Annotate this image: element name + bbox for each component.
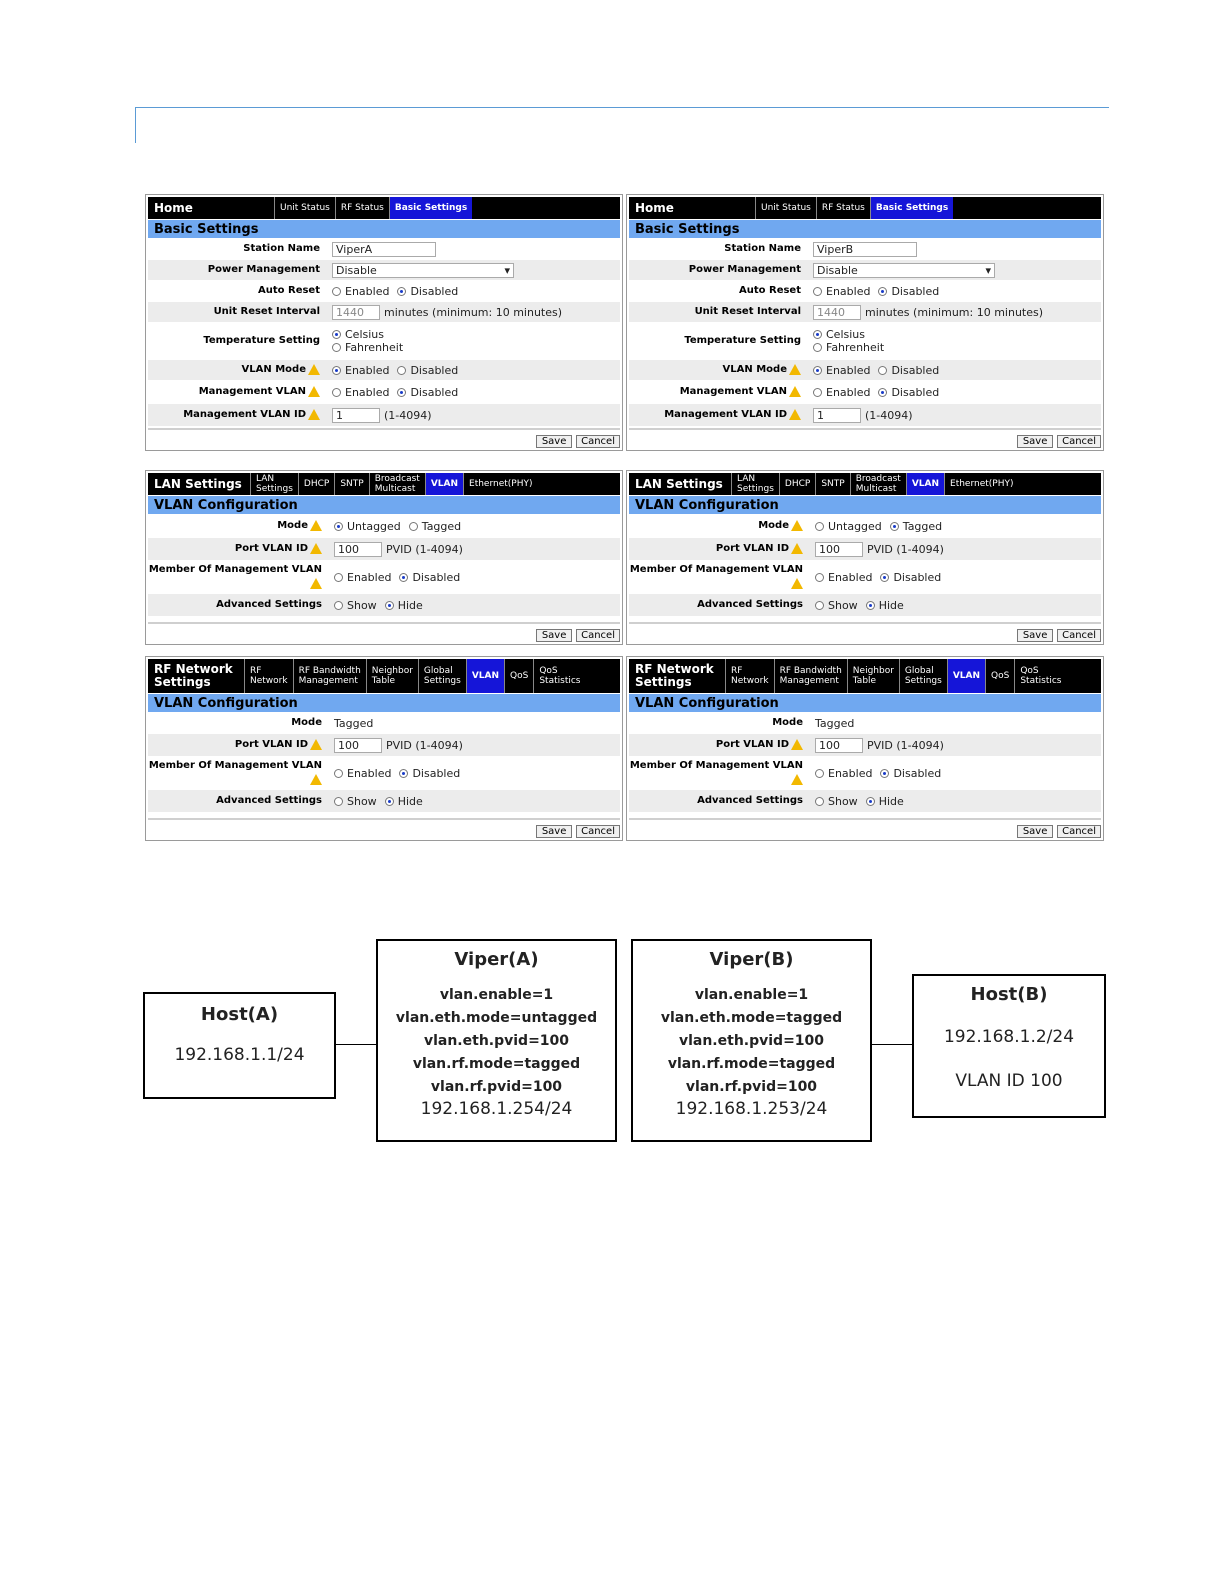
radio-icon: [813, 388, 822, 397]
nav-rf-network-settings[interactable]: RF Network Settings: [635, 662, 714, 689]
member-disabled-radio[interactable]: [880, 767, 941, 780]
tab-lan-settings[interactable]: LAN Settings: [250, 473, 298, 495]
radio-label: Hide: [878, 598, 904, 612]
basic-settings-panel-b: [626, 194, 1104, 451]
pvid-hint: PVID (1-4094): [867, 738, 944, 752]
warning-icon: [308, 386, 320, 397]
radio-label: Disabled: [891, 284, 940, 298]
tab-rf-bandwidth-management[interactable]: RF Bandwidth Management: [293, 659, 366, 693]
radio-label: Celsius: [345, 328, 384, 341]
celsius-radio[interactable]: [332, 328, 384, 341]
radio-label: Disabled: [410, 363, 459, 377]
host-a-ip: 192.168.1.1/24: [174, 1045, 305, 1065]
auto-reset-label: Auto Reset: [258, 285, 320, 296]
cancel-button[interactable]: Cancel: [1057, 825, 1101, 838]
warning-icon: [308, 364, 320, 375]
radio-label: Show: [828, 598, 858, 612]
header-tick: [135, 107, 136, 143]
tab-qos-statistics[interactable]: QoS Statistics: [533, 659, 585, 693]
celsius-radio[interactable]: [813, 328, 865, 341]
mode-label: Mode: [291, 717, 322, 728]
advanced-settings-label: Advanced Settings: [697, 795, 803, 806]
radio-label: Enabled: [345, 363, 390, 377]
radio-icon: [815, 573, 824, 582]
radio-label: Tagged: [902, 519, 943, 533]
nav-lan-settings[interactable]: LAN Settings: [635, 476, 723, 491]
lan-vlan-panel-b: [626, 470, 1104, 645]
radio-label: Show: [347, 598, 377, 612]
cancel-button[interactable]: Cancel: [576, 435, 620, 448]
radio-selected-icon: [813, 366, 822, 375]
viper-a-config-line: vlan.rf.pvid=100: [430, 1079, 563, 1095]
management-vlan-text: Management VLAN: [679, 386, 787, 397]
mode-text: Mode: [277, 520, 308, 531]
radio-selected-icon: [399, 769, 408, 778]
management-vlan-id-hint: (1-4094): [384, 408, 432, 422]
tab-unit-status[interactable]: Unit Status: [274, 197, 335, 219]
radio-icon: [409, 522, 418, 531]
radio-selected-icon: [385, 601, 394, 610]
nav-bar: [629, 659, 1101, 693]
radio-label: Fahrenheit: [826, 341, 885, 354]
unit-reset-interval-input[interactable]: 1440: [813, 305, 861, 320]
radio-label: Enabled: [826, 284, 871, 298]
radio-selected-icon: [866, 797, 875, 806]
mode-value: Tagged: [334, 716, 374, 730]
radio-icon: [332, 343, 341, 352]
radio-icon: [397, 366, 406, 375]
tab-rf-status[interactable]: RF Status: [335, 197, 389, 219]
port-vlan-id-text: Port VLAN ID: [234, 739, 308, 750]
auto-reset-label: Auto Reset: [739, 285, 801, 296]
mode-value: Tagged: [815, 716, 855, 730]
warning-icon: [791, 774, 803, 785]
tab-global-settings[interactable]: Global Settings: [899, 659, 947, 693]
fahrenheit-radio[interactable]: [813, 341, 884, 354]
management-vlan-text: Management VLAN: [198, 386, 306, 397]
station-name-input[interactable]: ViperB: [813, 242, 917, 257]
nav-bar: [148, 197, 620, 219]
member-of-management-vlan-label: [148, 563, 328, 591]
nav-home[interactable]: Home: [635, 200, 674, 215]
warning-icon: [791, 543, 803, 554]
warning-icon: [310, 520, 322, 531]
radio-selected-icon: [332, 366, 341, 375]
pvid-hint: PVID (1-4094): [386, 738, 463, 752]
viper-a-title: Viper(A): [454, 949, 539, 970]
radio-label: Enabled: [345, 284, 390, 298]
tagged-radio[interactable]: [409, 520, 461, 533]
save-button[interactable]: Save: [536, 825, 572, 838]
warning-icon: [789, 386, 801, 397]
radio-icon: [815, 769, 824, 778]
pvid-hint: PVID (1-4094): [867, 542, 944, 556]
power-management-label: Power Management: [688, 264, 801, 275]
tab-dhcp[interactable]: DHCP: [298, 473, 334, 495]
radio-label: Show: [828, 794, 858, 808]
viper-b-config-line: vlan.eth.mode=tagged: [660, 1010, 843, 1026]
radio-label: Hide: [878, 794, 904, 808]
viper-a-ip: 192.168.1.254/24: [420, 1099, 573, 1119]
advanced-settings-label: Advanced Settings: [697, 599, 803, 610]
save-button[interactable]: Save: [536, 435, 572, 448]
radio-icon: [334, 769, 343, 778]
radio-label: Disabled: [410, 284, 459, 298]
tab-ethernet-phy[interactable]: Ethernet(PHY): [944, 473, 1018, 495]
cancel-button[interactable]: Cancel: [576, 825, 620, 838]
section-title: VLAN Configuration: [148, 694, 620, 712]
radio-label: Enabled: [826, 363, 871, 377]
rf-vlan-panel-a: [145, 656, 623, 841]
management-vlan-id-input[interactable]: 1: [332, 408, 380, 423]
viper-b-config-line: vlan.rf.pvid=100: [685, 1079, 818, 1095]
port-vlan-id-input[interactable]: 100: [815, 542, 863, 557]
radio-icon: [815, 797, 824, 806]
tab-sntp[interactable]: SNTP: [334, 473, 368, 495]
save-button[interactable]: Save: [1017, 825, 1053, 838]
tab-neighbor-table[interactable]: Neighbor Table: [847, 659, 899, 693]
port-vlan-id-input[interactable]: 100: [815, 738, 863, 753]
radio-selected-icon: [813, 330, 822, 339]
radio-selected-icon: [880, 573, 889, 582]
radio-label: Untagged: [347, 519, 401, 533]
port-vlan-id-input[interactable]: 100: [334, 542, 382, 557]
radio-selected-icon: [878, 287, 887, 296]
advanced-hide-radio[interactable]: [385, 599, 423, 612]
warning-icon: [789, 409, 801, 420]
host-a-box: [143, 992, 336, 1099]
unit-reset-interval-input[interactable]: 1440: [332, 305, 380, 320]
viper-a-box: [376, 939, 617, 1142]
tab-qos[interactable]: QoS: [985, 659, 1014, 693]
power-management-select[interactable]: [813, 263, 995, 278]
nav-rf-network-settings[interactable]: RF Network Settings: [154, 662, 233, 689]
pvid-hint: PVID (1-4094): [386, 542, 463, 556]
viper-b-config-line: vlan.rf.mode=tagged: [667, 1056, 836, 1072]
radio-label: Enabled: [828, 570, 873, 584]
member-of-management-vlan-label: [629, 759, 809, 787]
port-vlan-id-text: Port VLAN ID: [715, 739, 789, 750]
unit-reset-interval-label: Unit Reset Interval: [213, 306, 320, 317]
tab-global-settings[interactable]: Global Settings: [418, 659, 466, 693]
cancel-button[interactable]: Cancel: [576, 629, 620, 642]
dropdown-arrow-icon: ▾: [985, 263, 991, 277]
warning-icon: [310, 739, 322, 750]
member-disabled-radio[interactable]: [399, 767, 460, 780]
radio-label: Disabled: [893, 570, 942, 584]
host-b-ip: 192.168.1.2/24: [943, 1027, 1075, 1047]
radio-label: Show: [347, 794, 377, 808]
cancel-button[interactable]: Cancel: [1057, 629, 1101, 642]
vlan-mode-label: [629, 363, 807, 377]
save-button[interactable]: Save: [536, 629, 572, 642]
lan-vlan-panel-a: [145, 470, 623, 645]
mode-text: Mode: [758, 520, 789, 531]
viper-b-config-line: vlan.enable=1: [694, 987, 809, 1003]
tab-rf-bandwidth-management[interactable]: RF Bandwidth Management: [774, 659, 847, 693]
tab-broadcast-multicast[interactable]: Broadcast Multicast: [369, 473, 425, 495]
management-vlan-id-label: [148, 408, 326, 422]
power-management-label: Power Management: [207, 264, 320, 275]
viper-a-config-line: vlan.rf.mode=tagged: [412, 1056, 581, 1072]
radio-label: Tagged: [421, 519, 462, 533]
management-vlan-id-text: Management VLAN ID: [664, 409, 787, 420]
nav-home[interactable]: Home: [154, 200, 193, 215]
warning-icon: [308, 409, 320, 420]
section-title: VLAN Configuration: [629, 496, 1101, 514]
radio-label: Celsius: [826, 328, 865, 341]
management-vlan-enabled-radio[interactable]: [813, 386, 870, 399]
port-vlan-id-label: [148, 542, 328, 556]
auto-reset-disabled-radio[interactable]: [397, 285, 458, 298]
radio-label: Disabled: [412, 766, 461, 780]
advanced-hide-radio[interactable]: [866, 599, 904, 612]
port-vlan-id-input[interactable]: 100: [334, 738, 382, 753]
radio-icon: [815, 522, 824, 531]
link-host-a-viper-a: [335, 1044, 377, 1045]
radio-selected-icon: [332, 330, 341, 339]
viper-a-config-line: vlan.eth.mode=untagged: [395, 1010, 598, 1026]
radio-label: Enabled: [347, 570, 392, 584]
host-b-title: Host(B): [970, 984, 1048, 1005]
management-vlan-disabled-radio[interactable]: [878, 386, 939, 399]
viper-b-config-line: vlan.eth.pvid=100: [678, 1033, 825, 1049]
reset-interval-hint: minutes (minimum: 10 minutes): [384, 305, 563, 319]
warning-icon: [310, 543, 322, 554]
tab-qos-statistics[interactable]: QoS Statistics: [1014, 659, 1066, 693]
vlan-mode-disabled-radio[interactable]: [878, 364, 939, 377]
station-name-label: Station Name: [724, 243, 801, 254]
management-vlan-id-label: [629, 408, 807, 422]
port-vlan-id-label: [629, 542, 809, 556]
tab-ethernet-phy[interactable]: Ethernet(PHY): [463, 473, 537, 495]
temperature-setting-label: Temperature Setting: [684, 335, 801, 346]
radio-icon: [334, 573, 343, 582]
radio-label: Disabled: [891, 385, 940, 399]
dropdown-arrow-icon: ▾: [504, 263, 510, 277]
management-vlan-label: [148, 385, 326, 399]
radio-icon: [332, 388, 341, 397]
tab-qos[interactable]: QoS: [504, 659, 533, 693]
port-vlan-id-label: [629, 738, 809, 752]
member-enabled-radio[interactable]: [815, 767, 872, 780]
radio-label: Hide: [397, 598, 423, 612]
port-vlan-id-label: [148, 738, 328, 752]
host-b-box: [912, 974, 1106, 1118]
radio-selected-icon: [334, 522, 343, 531]
radio-icon: [878, 366, 887, 375]
advanced-hide-radio[interactable]: [385, 795, 423, 808]
rf-vlan-panel-b: [626, 656, 1104, 841]
power-management-select[interactable]: [332, 263, 514, 278]
mode-label: Mode: [772, 717, 803, 728]
member-text: Member Of Management VLAN: [629, 564, 803, 575]
tab-rf-network[interactable]: RF Network: [725, 659, 774, 693]
member-disabled-radio[interactable]: [880, 571, 941, 584]
nav-bar: [148, 473, 620, 495]
tab-vlan[interactable]: VLAN: [947, 659, 985, 693]
header-rule: [135, 107, 1109, 108]
tab-rf-network[interactable]: RF Network: [244, 659, 293, 693]
radio-icon: [334, 797, 343, 806]
section-title: Basic Settings: [629, 220, 1101, 238]
radio-selected-icon: [890, 522, 899, 531]
member-disabled-radio[interactable]: [399, 571, 460, 584]
member-enabled-radio[interactable]: [815, 571, 872, 584]
radio-label: Enabled: [347, 766, 392, 780]
viper-b-box: [631, 939, 872, 1142]
warning-icon: [791, 520, 803, 531]
tab-vlan[interactable]: VLAN: [466, 659, 504, 693]
radio-label: Disabled: [410, 385, 459, 399]
link-viper-b-host-b: [871, 1044, 913, 1045]
auto-reset-enabled-radio[interactable]: [332, 285, 389, 298]
management-vlan-disabled-radio[interactable]: [397, 386, 458, 399]
host-a-title: Host(A): [200, 1004, 279, 1025]
tab-broadcast-multicast[interactable]: Broadcast Multicast: [850, 473, 906, 495]
tab-unit-status[interactable]: Unit Status: [755, 197, 816, 219]
vlan-mode-enabled-radio[interactable]: [813, 364, 870, 377]
viper-a-config-line: vlan.eth.pvid=100: [423, 1033, 570, 1049]
warning-icon: [310, 578, 322, 589]
member-of-management-vlan-label: [148, 759, 328, 787]
nav-bar: [629, 197, 1101, 219]
member-text: Member Of Management VLAN: [629, 760, 803, 771]
tab-dhcp[interactable]: DHCP: [779, 473, 815, 495]
member-enabled-radio[interactable]: [334, 767, 391, 780]
host-b-vlan: VLAN ID 100: [955, 1071, 1063, 1091]
section-title: Basic Settings: [148, 220, 620, 238]
tab-lan-settings[interactable]: LAN Settings: [731, 473, 779, 495]
section-title: VLAN Configuration: [148, 496, 620, 514]
station-name-label: Station Name: [243, 243, 320, 254]
radio-icon: [334, 601, 343, 610]
radio-selected-icon: [880, 769, 889, 778]
save-button[interactable]: Save: [1017, 629, 1053, 642]
tagged-radio[interactable]: [890, 520, 942, 533]
member-text: Member Of Management VLAN: [148, 760, 322, 771]
untagged-radio[interactable]: [334, 520, 401, 533]
advanced-settings-label: Advanced Settings: [216, 599, 322, 610]
radio-selected-icon: [385, 797, 394, 806]
port-vlan-id-text: Port VLAN ID: [715, 543, 789, 554]
radio-label: Hide: [397, 794, 423, 808]
management-vlan-id-text: Management VLAN ID: [183, 409, 306, 420]
radio-label: Enabled: [826, 385, 871, 399]
unit-reset-interval-label: Unit Reset Interval: [694, 306, 801, 317]
radio-selected-icon: [399, 573, 408, 582]
mode-label: [148, 519, 328, 533]
advanced-show-radio[interactable]: [815, 599, 858, 612]
tab-sntp[interactable]: SNTP: [815, 473, 849, 495]
untagged-radio[interactable]: [815, 520, 882, 533]
radio-label: Disabled: [412, 570, 461, 584]
temperature-setting-label: Temperature Setting: [203, 335, 320, 346]
tab-basic-settings[interactable]: Basic Settings: [389, 197, 472, 219]
management-vlan-enabled-radio[interactable]: [332, 386, 389, 399]
advanced-hide-radio[interactable]: [866, 795, 904, 808]
radio-label: Untagged: [828, 519, 882, 533]
radio-label: Fahrenheit: [345, 341, 404, 354]
viper-b-ip: 192.168.1.253/24: [675, 1099, 828, 1119]
section-title: VLAN Configuration: [629, 694, 1101, 712]
radio-icon: [815, 601, 824, 610]
vlan-mode-enabled-radio[interactable]: [332, 364, 389, 377]
warning-icon: [791, 578, 803, 589]
radio-label: Enabled: [345, 385, 390, 399]
viper-a-config-line: vlan.enable=1: [439, 987, 554, 1003]
auto-reset-disabled-radio[interactable]: [878, 285, 939, 298]
member-text: Member Of Management VLAN: [148, 564, 322, 575]
radio-selected-icon: [397, 388, 406, 397]
reset-interval-hint: minutes (minimum: 10 minutes): [865, 305, 1044, 319]
tab-vlan[interactable]: VLAN: [425, 473, 463, 495]
advanced-show-radio[interactable]: [334, 795, 377, 808]
vlan-mode-text: VLAN Mode: [722, 364, 787, 375]
power-management-value: Disable: [336, 263, 377, 277]
member-of-management-vlan-label: [629, 563, 809, 591]
nav-bar: [148, 659, 620, 693]
radio-icon: [332, 287, 341, 296]
tab-neighbor-table[interactable]: Neighbor Table: [366, 659, 418, 693]
advanced-show-radio[interactable]: [815, 795, 858, 808]
fahrenheit-radio[interactable]: [332, 341, 403, 354]
advanced-settings-label: Advanced Settings: [216, 795, 322, 806]
member-enabled-radio[interactable]: [334, 571, 391, 584]
mode-label: [629, 519, 809, 533]
radio-label: Disabled: [893, 766, 942, 780]
viper-b-title: Viper(B): [709, 949, 794, 970]
management-vlan-label: [629, 385, 807, 399]
power-management-value: Disable: [817, 263, 858, 277]
radio-label: Enabled: [828, 766, 873, 780]
management-vlan-id-input[interactable]: 1: [813, 408, 861, 423]
save-button[interactable]: Save: [1017, 435, 1053, 448]
radio-icon: [813, 287, 822, 296]
warning-icon: [789, 364, 801, 375]
port-vlan-id-text: Port VLAN ID: [234, 543, 308, 554]
radio-label: Disabled: [891, 363, 940, 377]
basic-settings-panel-a: [145, 194, 623, 451]
tab-rf-status[interactable]: RF Status: [816, 197, 870, 219]
management-vlan-id-hint: (1-4094): [865, 408, 913, 422]
vlan-mode-disabled-radio[interactable]: [397, 364, 458, 377]
radio-selected-icon: [878, 388, 887, 397]
auto-reset-enabled-radio[interactable]: [813, 285, 870, 298]
advanced-show-radio[interactable]: [334, 599, 377, 612]
vlan-mode-label: [148, 363, 326, 377]
radio-selected-icon: [397, 287, 406, 296]
warning-icon: [310, 774, 322, 785]
tab-basic-settings[interactable]: Basic Settings: [870, 197, 953, 219]
radio-selected-icon: [866, 601, 875, 610]
station-name-input[interactable]: ViperA: [332, 242, 436, 257]
warning-icon: [791, 739, 803, 750]
nav-bar: [629, 473, 1101, 495]
nav-lan-settings[interactable]: LAN Settings: [154, 476, 242, 491]
radio-icon: [813, 343, 822, 352]
vlan-mode-text: VLAN Mode: [241, 364, 306, 375]
cancel-button[interactable]: Cancel: [1057, 435, 1101, 448]
tab-vlan[interactable]: VLAN: [906, 473, 944, 495]
